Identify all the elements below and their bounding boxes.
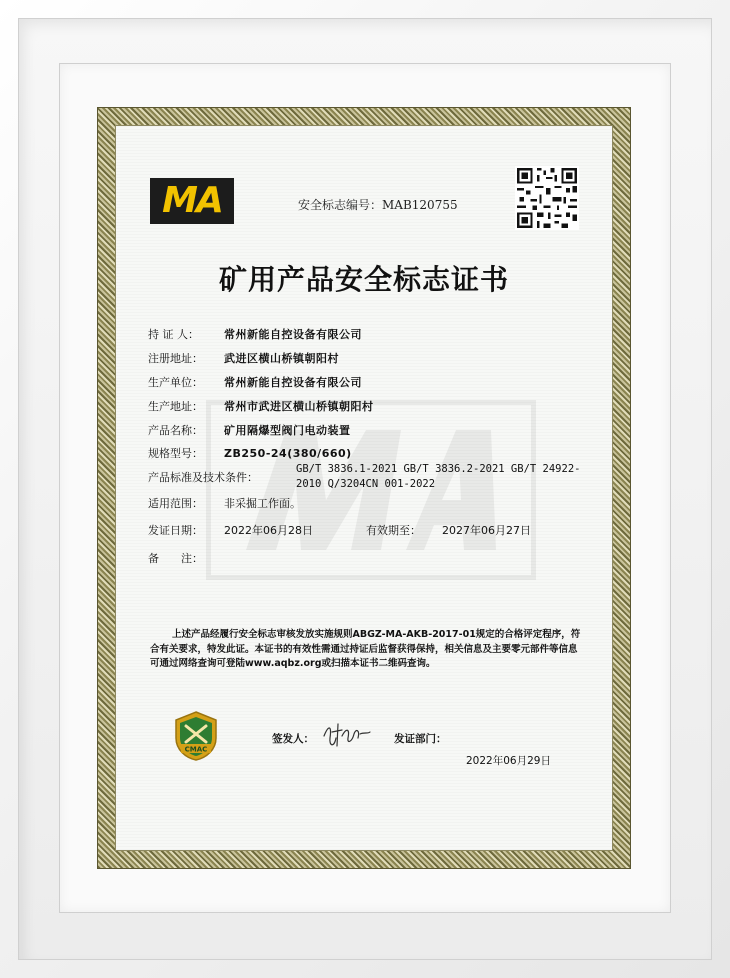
reg-address-value: 武进区横山桥镇朝阳村 (224, 352, 339, 365)
prod-address-value: 常州市武进区横山桥镇朝阳村 (224, 400, 374, 413)
manufacturer-label: 生产单位： (148, 376, 203, 389)
remarks-row (148, 550, 224, 566)
footer-issue-date: 2022年06月29日 (466, 755, 551, 767)
ma-logo-text: MA (162, 180, 222, 221)
manufacturer-value: 常州新能自控设备有限公司 (224, 376, 362, 389)
holder-value: 常州新能自控设备有限公司 (224, 328, 362, 341)
prod-address-row (148, 398, 374, 414)
product-name-row (148, 422, 351, 438)
valid-until-value: 2027年06月27日 (442, 524, 531, 537)
safety-mark-number (298, 196, 458, 213)
model-label: 规格型号： (148, 447, 203, 460)
valid-until-label: 有效期至： (366, 524, 421, 537)
certificate-title: 矿用产品安全标志证书 (218, 263, 509, 296)
serial-value: MAB120755 (382, 198, 458, 212)
product-name-value: 矿用隔爆型阀门电动装置 (224, 424, 351, 437)
cmac-text: CMAC (184, 745, 208, 754)
model-value: ZB250-24(380/660) (224, 447, 352, 460)
signature-image (320, 716, 372, 752)
dept-label: 发证部门： (394, 733, 447, 745)
scope-value: 非采掘工作面。 (224, 497, 301, 510)
cmac-seal-icon (172, 710, 220, 762)
ma-logo (150, 178, 234, 224)
scope-label: 适用范围： (148, 497, 203, 510)
standards-label: 产品标准及技术条件： (148, 471, 258, 484)
holder-label: 持 证 人： (148, 328, 199, 341)
scope-row (148, 495, 301, 511)
holder-row (148, 326, 362, 342)
standards-row (148, 469, 258, 485)
issue-date-row (148, 522, 313, 538)
remarks-label: 备 注： (148, 552, 203, 565)
product-name-label: 产品名称： (148, 424, 203, 437)
reg-address-row (148, 350, 339, 366)
model-row (148, 445, 352, 461)
certificate-statement: 上述产品经履行安全标志审核发放实施规则ABGZ-MA-AKB-2017-01规定的合格评定程序，符合有关要求，特发此证。本证书的有效性需通过持证后监督获得保持，相关信息及主要零元部件等信息可通过网络查询可登陆www.aqbz.org或扫描本证书二维码查询。 (150, 629, 581, 669)
reg-address-label: 注册地址： (148, 352, 203, 365)
prod-address-label: 生产地址： (148, 400, 203, 413)
serial-label: 安全标志编号： (298, 198, 383, 212)
issue-date-label: 发证日期： (148, 524, 203, 537)
qr-code-icon[interactable] (515, 166, 579, 230)
signer-label: 签发人： (272, 733, 314, 745)
issue-date-value: 2022年06月28日 (224, 524, 313, 537)
valid-until-row (366, 522, 531, 538)
standards-value: GB/T 3836.1-2021 GB/T 3836.2-2021 GB/T 24922-2010 Q/3204CN 001-2022 (296, 463, 581, 490)
manufacturer-row (148, 374, 362, 390)
